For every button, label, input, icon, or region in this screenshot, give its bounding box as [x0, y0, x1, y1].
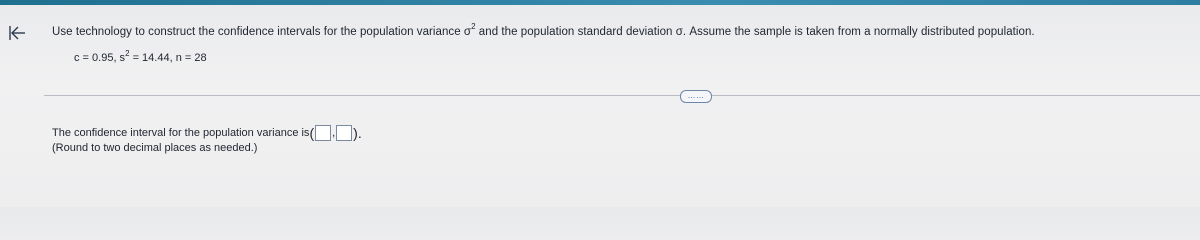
given-rest: = 14.44, n = 28 — [129, 52, 207, 64]
lower-bound-input[interactable] — [315, 125, 331, 141]
interval-comma: , — [332, 127, 336, 139]
given-superscript: 2 — [125, 49, 130, 58]
close-paren: ). — [353, 125, 362, 141]
answer-line — [52, 125, 362, 141]
section-divider — [44, 95, 1200, 96]
question-text-end: and the population standard deviation σ. Assume the sample is taken from a normally distributed population. — [475, 26, 1035, 38]
open-paren: ( — [309, 125, 315, 141]
question-text — [52, 22, 1035, 38]
question-superscript: 2 — [471, 22, 476, 31]
upper-bound-input[interactable] — [336, 125, 352, 141]
answer-prompt: The confidence interval for the population variance is — [52, 127, 310, 139]
top-accent-bar — [0, 0, 1200, 5]
expand-more-button[interactable]: …… — [680, 90, 712, 103]
given-values — [74, 49, 207, 64]
given-c-and-s: c = 0.95, s — [74, 52, 126, 64]
question-text-start: Use technology to construct the confidence intervals for the population variance σ — [52, 26, 472, 38]
back-arrow-icon[interactable] — [6, 22, 28, 44]
rounding-hint: (Round to two decimal places as needed.) — [52, 142, 258, 154]
